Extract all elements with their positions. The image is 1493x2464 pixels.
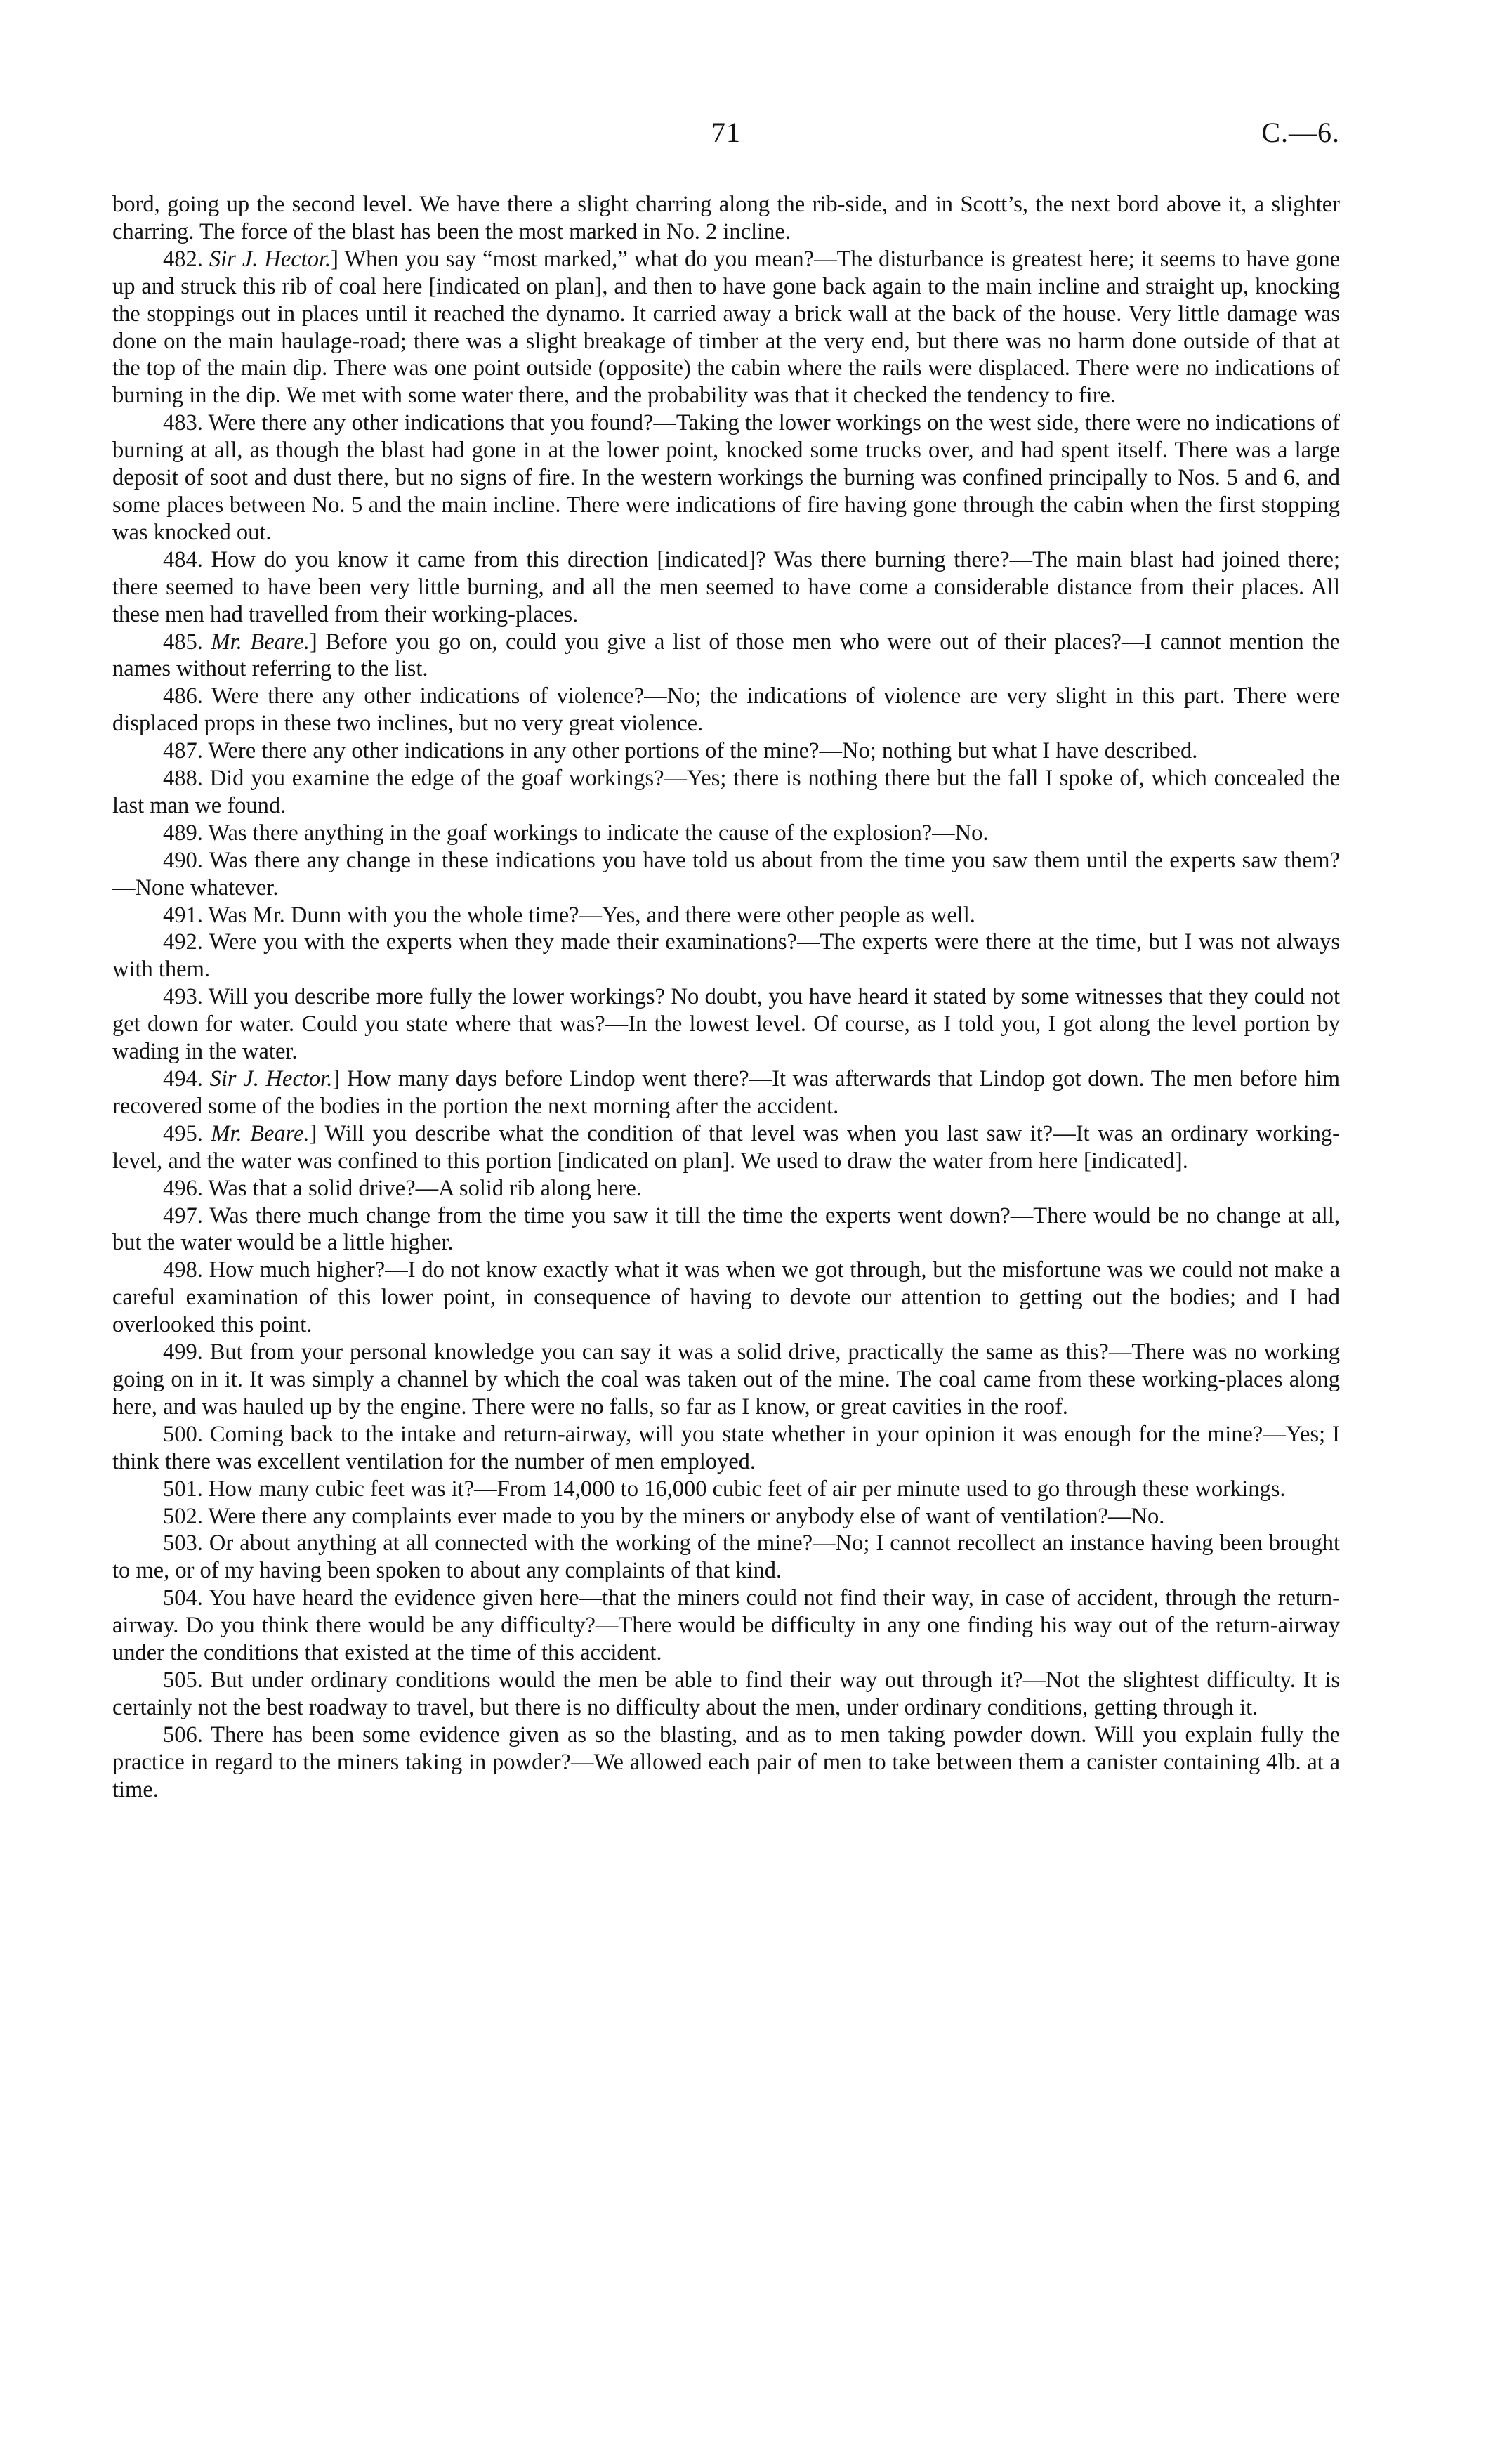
page-header bbox=[112, 116, 1340, 158]
testimony-paragraph bbox=[112, 1120, 1340, 1175]
paragraph-text: 487. Were there any other indications in any other portions of the mine?—No; nothing but what I have described. bbox=[163, 738, 1198, 764]
testimony-paragraph bbox=[112, 1257, 1340, 1339]
testimony-paragraph bbox=[112, 409, 1340, 546]
paragraph-text: 505. But under ordinary conditions would the men be able to find their way out through it?—Not the slightest difficulty. It is certainly not the best roadway to travel, but there is no difficulty about the men, under ordinary conditions, getting through it. bbox=[112, 1667, 1340, 1720]
testimony-paragraph bbox=[112, 629, 1340, 683]
paragraph-text: 499. But from your personal knowledge you can say it was a solid drive, practically the same as this?—There was no working going on in it. It was simply a channel by which the coal was taken out of the mine. The coal came from these working-places along here, and was hauled up by the engine. There were no falls, so far as I know, or great cavities in the roof. bbox=[112, 1339, 1340, 1420]
paragraph-text: 492. Were you with the experts when they made their examinations?—The experts were there at the time, but I was not always with them. bbox=[112, 929, 1340, 983]
testimony-paragraph bbox=[112, 1339, 1340, 1421]
testimony-paragraph bbox=[112, 683, 1340, 738]
testimony-paragraph bbox=[112, 191, 1340, 246]
testimony-paragraph bbox=[112, 929, 1340, 983]
paragraph-text: 504. You have heard the evidence given here—that the miners could not find their way, in case of accident, through the return-airway. Do you think there would be any difficulty?—There would be difficulty in any one finding his way out of the return-airway under the conditions that existed at the time of this accident. bbox=[112, 1585, 1340, 1666]
testimony-paragraph bbox=[112, 1667, 1340, 1722]
testimony-paragraph bbox=[112, 1722, 1340, 1804]
paragraph-text: 503. Or about anything at all connected with the working of the mine?—No; I cannot recollect an instance having been brought to me, or of my having been spoken to about any complaints of that kind. bbox=[112, 1531, 1340, 1584]
testimony-paragraph bbox=[112, 246, 1340, 409]
testimony-paragraph bbox=[112, 738, 1340, 765]
paragraph-text: 497. Was there much change from the time you saw it till the time the experts went down?—There would be no change at all, but the water would be a little higher. bbox=[112, 1202, 1340, 1256]
testimony-paragraph bbox=[112, 1530, 1340, 1585]
document-reference: C.—6. bbox=[1261, 117, 1340, 148]
paragraph-text: Before you go on, could you give a list of those men who were out of their places?—I cannot mention the names without referring to the list. bbox=[112, 629, 1340, 682]
paragraph-text: 489. Was there anything in the goaf workings to indicate the cause of the explosion?—No. bbox=[163, 820, 989, 846]
testimony-paragraph bbox=[112, 820, 1340, 847]
paragraph-text: 496. Was that a solid drive?—A solid rib along here. bbox=[163, 1175, 642, 1201]
speaker-attribution: 494. Sir J. Hector.] bbox=[163, 1066, 341, 1092]
paragraph-text: When you say “most marked,” what do you mean?—The disturbance is greatest here; it seems to have gone up and struck this rib of coal here [indicated on plan], and then to have gone back again to the main incline and straight up, knocking the stoppings out in places until it reached the dynamo. It carried away a brick wall at the back of the house. Very little damage was done on the main haulage-road; there was a slight breakage of timber at the very end, but there was no harm done outside of that at the top of the main dip. There was one point outside (opposite) the cabin where the rails were displaced. There were no indications of burning in the dip. We met with some water there, and the probability was that it checked the tendency to fire. bbox=[112, 246, 1340, 409]
testimony-paragraph bbox=[112, 1066, 1340, 1120]
paragraph-text: 506. There has been some evidence given as so the blasting, and as to men taking powder down. Will you explain fully the practice in regard to the miners taking in powder?—We allowed each pair of men to take between them a canister containing 4lb. at a time. bbox=[112, 1722, 1340, 1802]
testimony-paragraph bbox=[112, 983, 1340, 1066]
paragraph-text: 488. Did you examine the edge of the goaf workings?—Yes; there is nothing there but the fall I spoke of, which concealed the last man we found. bbox=[112, 766, 1340, 818]
paragraph-text: How many days before Lindop went there?—It was afterwards that Lindop got down. The men before him recovered some of the bodies in the portion the next morning after the accident. bbox=[112, 1066, 1340, 1119]
paragraph-text: 491. Was Mr. Dunn with you the whole time?—Yes, and there were other people as well. bbox=[163, 902, 975, 928]
testimony-paragraph bbox=[112, 1476, 1340, 1503]
paragraph-text: 501. How many cubic feet was it?—From 14,000 to 16,000 cubic feet of air per minute used to go through these workings. bbox=[163, 1476, 1286, 1502]
page-number: 71 bbox=[711, 117, 741, 148]
paragraph-text: 486. Were there any other indications of violence?—No; the indications of violence are very slight in this part. There were displaced props in these two inclines, but no very great violence. bbox=[112, 683, 1340, 737]
testimony-paragraph bbox=[112, 1503, 1340, 1531]
testimony-paragraph bbox=[112, 546, 1340, 629]
paragraph-text: 500. Coming back to the intake and return-airway, will you state whether in your opinion it was enough for the mine?—Yes; I think there was excellent ventilation for the number of men employed. bbox=[112, 1421, 1340, 1474]
testimony-paragraph bbox=[112, 765, 1340, 820]
testimony-paragraph bbox=[112, 902, 1340, 929]
paragraph-text: 502. Were there any complaints ever made to you by the miners or anybody else of want of ventilation?—No. bbox=[163, 1503, 1165, 1529]
paragraph-text: 493. Will you describe more fully the lower workings? No doubt, you have heard it stated by some witnesses that they could not get down for water. Could you state where that was?—In the lowest level. Of course, as I told you, I got along the level portion by wading in the water. bbox=[112, 984, 1340, 1065]
testimony-body bbox=[112, 191, 1340, 1803]
paragraph-text: bord, going up the second level. We have there a slight charring along the rib-side, and in Scott’s, the next bord above it, a slighter charring. The force of the blast has been the most marked in No. 2 incline. bbox=[112, 192, 1340, 244]
testimony-paragraph bbox=[112, 1202, 1340, 1257]
speaker-attribution: 482. Sir J. Hector.] bbox=[163, 246, 338, 272]
paragraph-text: 498. How much higher?—I do not know exactly what it was when we got through, but the misfortune was we could not make a careful examination of this lower point, in consequence of having to devote our attention to getting out the bodies; and I had overlooked this point. bbox=[112, 1257, 1340, 1338]
speaker-attribution: 495. Mr. Beare.] bbox=[163, 1120, 317, 1146]
paragraph-text: Will you describe what the condition of that level was when you last saw it?—It was an ordinary working-level, and the water was confined to this portion [indicated on plan]. We used to draw the water from here [indicated]. bbox=[112, 1120, 1341, 1174]
testimony-paragraph bbox=[112, 1421, 1340, 1476]
testimony-paragraph bbox=[112, 1175, 1340, 1202]
paragraph-text: 490. Was there any change in these indications you have told us about from the time you saw them until the experts saw them?—None whatever. bbox=[112, 847, 1340, 900]
speaker-attribution: 485. Mr. Beare.] bbox=[163, 629, 317, 655]
paragraph-text: 483. Were there any other indications that you found?—Taking the lower workings on the west side, there were no indications of burning at all, as though the blast had gone in at the lower point, knocked some trucks over, and had spent itself. There was a large deposit of soot and dust there, but no signs of fire. In the western workings the burning was confined principally to Nos. 5 and 6, and some places between No. 5 and the main incline. There were indications of fire having gone through the cabin when the first stopping was knocked out. bbox=[112, 410, 1340, 545]
testimony-paragraph bbox=[112, 847, 1340, 902]
testimony-paragraph bbox=[112, 1585, 1340, 1667]
paragraph-text: 484. How do you know it came from this direction [indicated]? Was there burning there?—The main blast had joined there; there seemed to have been very little burning, and all the men seemed to have come a considerable distance from their places. All these men had travelled from their working-places. bbox=[112, 546, 1340, 627]
